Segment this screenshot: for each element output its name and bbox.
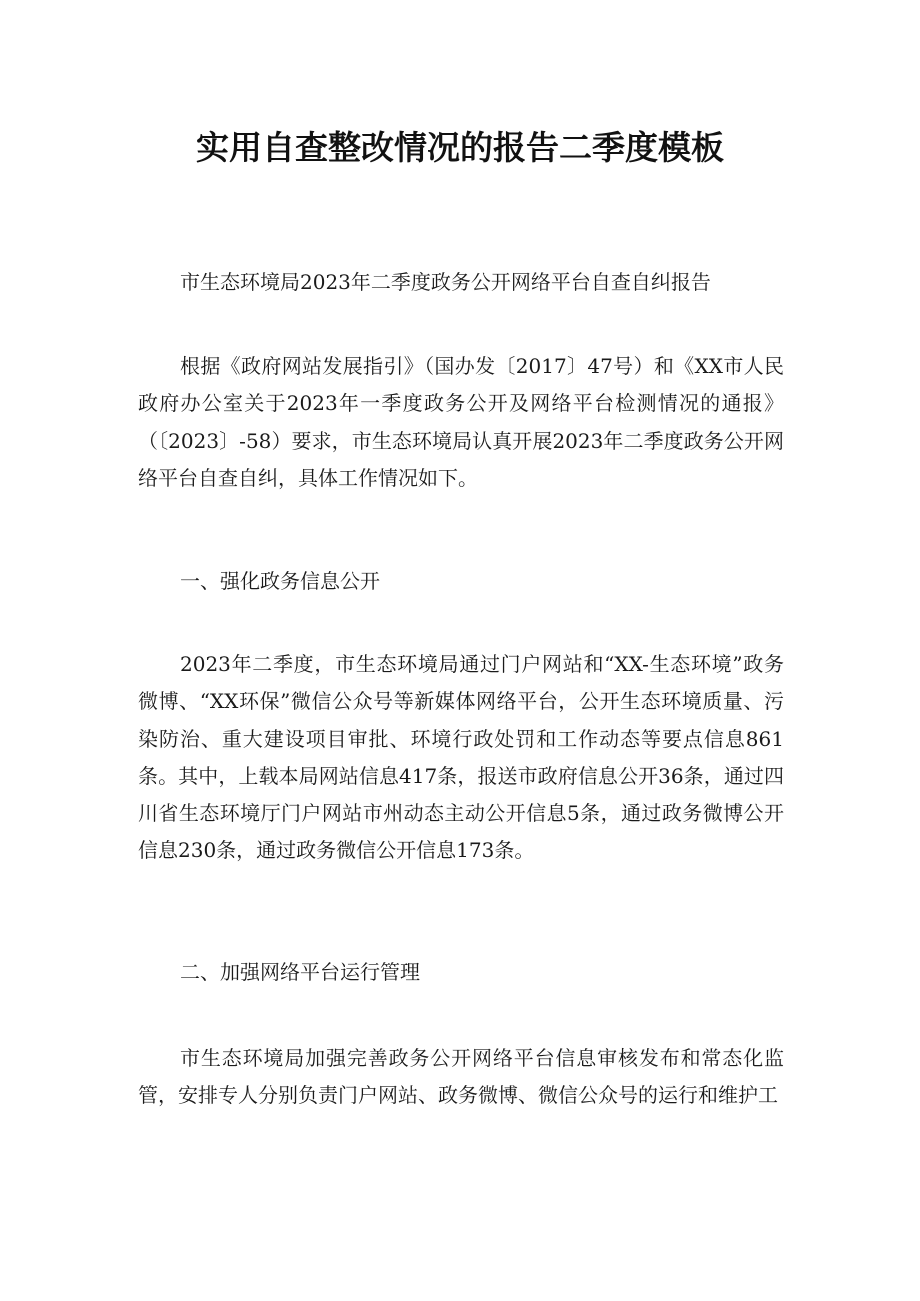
section2-heading: 二、加强网络平台运行管理 [180,960,420,984]
section2-paragraph: 市生态环境局加强完善政务公开网络平台信息审核发布和常态化监管，安排专人分别负责门户网站、政务微博、微信公众号的运行和维护工 [138,1046,784,1108]
document-title: 实用自查整改情况的报告二季度模板 [196,128,724,167]
report-title: 市生态环境局2023年二季度政务公开网络平台自查自纠报告 [180,270,711,294]
section1-heading: 一、强化政务信息公开 [180,569,380,593]
section1-paragraph: 2023年二季度，市生态环境局通过门户网站和“XX-生态环境”政务微博、“XX环保”微信公众号等新媒体网络平台，公开生态环境质量、污染防治、重大建设项目审批、环境行政处罚和工作动态等要点信息861条。其中，上载本局网站信息417条，报送市政府信息公开36条，通过四川省生态环境厅门户网站市州动态主动公开信息5条，通过政务微博公开信息230条，通过政务微信公开信息173条。 [138,652,784,863]
intro-paragraph: 根据《政府网站发展指引》（国办发〔2017〕47号）和《XX市人民政府办公室关于2023年一季度政务公开及网络平台检测情况的通报》（〔2023〕-58）要求，市生态环境局认真开展2023年二季度政务公开网络平台自查自纠，具体工作情况如下。 [138,354,784,490]
